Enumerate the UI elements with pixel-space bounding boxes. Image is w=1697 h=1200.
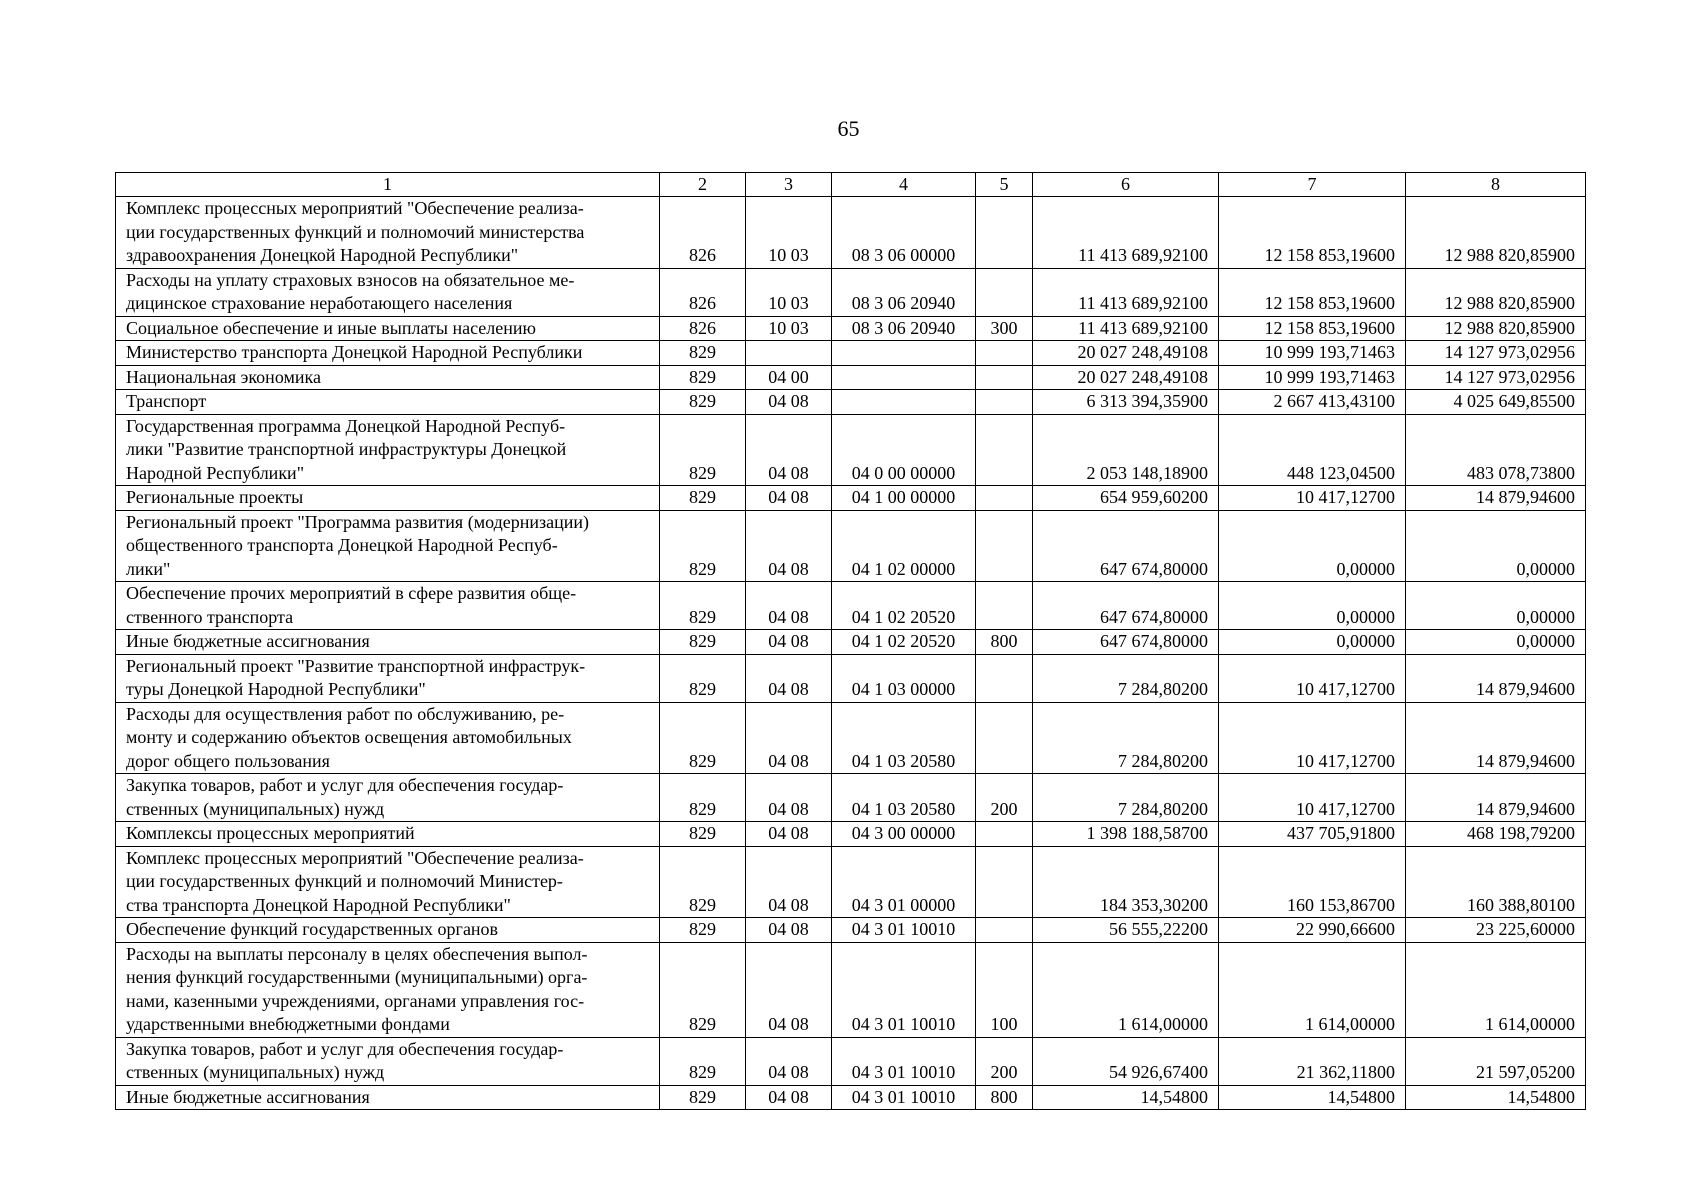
expense-type-cell — [976, 702, 1033, 774]
table-row — [116, 942, 1586, 1037]
section-cell: 04 08 — [746, 1037, 832, 1085]
row-name-line: Социальное обеспечение и иные выплаты населению — [126, 317, 536, 338]
row-name-line: лики" — [126, 558, 171, 579]
target-article-cell: 04 3 01 10010 — [832, 942, 976, 1037]
target-article-cell: 04 3 01 10010 — [832, 1037, 976, 1085]
row-name-line: ции государственных функций и полномочий Министер- — [126, 871, 563, 891]
amount-cell: 483 078,73800 — [1406, 414, 1586, 486]
amount-cell: 54 926,67400 — [1033, 1037, 1219, 1085]
section-cell: 04 08 — [746, 942, 832, 1037]
amount-cell: 10 417,12700 — [1219, 702, 1406, 774]
row-name-cell — [116, 414, 660, 486]
amount-cell: 14,54800 — [1219, 1085, 1406, 1110]
table-row — [116, 1037, 1586, 1085]
amount-cell: 14,54800 — [1406, 1085, 1586, 1110]
amount-cell: 647 674,80000 — [1033, 582, 1219, 630]
expense-type-cell — [976, 197, 1033, 269]
target-article-cell: 08 3 06 20940 — [832, 268, 976, 316]
amount-cell: 10 999 193,71463 — [1219, 341, 1406, 366]
section-cell: 04 08 — [746, 918, 832, 943]
row-name-line: Расходы на уплату страховых взносов на обязательное ме- — [126, 269, 575, 290]
table-row — [116, 702, 1586, 774]
expense-type-cell: 300 — [976, 316, 1033, 341]
row-name-cell — [116, 268, 660, 316]
section-cell: 04 08 — [746, 702, 832, 774]
target-article-cell: 04 1 02 20520 — [832, 630, 976, 655]
row-name-line: Народной Республики" — [126, 462, 305, 483]
target-article-cell: 04 3 01 00000 — [832, 846, 976, 918]
row-name-line: Комплекс процессных мероприятий "Обеспечение реализа- — [126, 198, 584, 218]
amount-cell: 12 988 820,85900 — [1406, 268, 1586, 316]
column-header: 3 — [746, 173, 832, 197]
amount-cell: 12 988 820,85900 — [1406, 316, 1586, 341]
section-cell: 04 08 — [746, 1085, 832, 1110]
row-name-cell — [116, 774, 660, 822]
table-row — [116, 918, 1586, 943]
table-row — [116, 414, 1586, 486]
amount-cell: 12 158 853,19600 — [1219, 268, 1406, 316]
expense-type-cell — [976, 341, 1033, 366]
table-row — [116, 390, 1586, 415]
target-article-cell: 04 3 01 10010 — [832, 1085, 976, 1110]
expense-type-cell — [976, 846, 1033, 918]
target-article-cell: 04 1 02 00000 — [832, 510, 976, 582]
target-article-cell: 04 1 02 20520 — [832, 582, 976, 630]
target-article-cell: 04 3 01 10010 — [832, 918, 976, 943]
row-name-line: дицинское страхование неработающего населения — [126, 293, 513, 313]
section-cell: 10 03 — [746, 197, 832, 269]
amount-cell: 12 988 820,85900 — [1406, 197, 1586, 269]
row-name-line: Региональные проекты — [126, 487, 304, 507]
table-row — [116, 341, 1586, 366]
row-name-line: лики "Развитие транспортной инфраструктуры Донецкой — [126, 439, 567, 459]
section-cell: 04 08 — [746, 510, 832, 582]
column-header: 7 — [1219, 173, 1406, 197]
expense-type-cell — [976, 414, 1033, 486]
code-cell: 829 — [660, 774, 746, 822]
row-name-line: монту и содержанию объектов освещения автомобильных — [126, 727, 572, 747]
expense-type-cell: 200 — [976, 1037, 1033, 1085]
table-row — [116, 365, 1586, 390]
expense-type-cell — [976, 486, 1033, 511]
amount-cell: 14 879,94600 — [1406, 654, 1586, 702]
amount-cell: 184 353,30200 — [1033, 846, 1219, 918]
code-cell: 829 — [660, 1037, 746, 1085]
code-cell: 829 — [660, 918, 746, 943]
amount-cell: 23 225,60000 — [1406, 918, 1586, 943]
table-row — [116, 654, 1586, 702]
target-article-cell: 04 1 03 00000 — [832, 654, 976, 702]
section-cell: 04 08 — [746, 486, 832, 511]
table-row — [116, 582, 1586, 630]
amount-cell: 2 667 413,43100 — [1219, 390, 1406, 415]
target-article-cell: 04 1 03 20580 — [832, 774, 976, 822]
row-name-line: Комплексы процессных мероприятий — [126, 823, 415, 843]
expense-type-cell — [976, 654, 1033, 702]
amount-cell: 4 025 649,85500 — [1406, 390, 1586, 415]
row-name-line: Государственная программа Донецкой Народной Респуб- — [126, 415, 566, 436]
row-name-cell — [116, 582, 660, 630]
amount-cell: 14 879,94600 — [1406, 486, 1586, 511]
amount-cell: 10 999 193,71463 — [1219, 365, 1406, 390]
expense-type-cell: 100 — [976, 942, 1033, 1037]
column-header: 2 — [660, 173, 746, 197]
target-article-cell: 08 3 06 00000 — [832, 197, 976, 269]
row-name-line: ударственными внебюджетными фондами — [126, 1014, 450, 1034]
code-cell: 829 — [660, 630, 746, 655]
row-name-line: туры Донецкой Народной Республики" — [126, 679, 426, 699]
code-cell: 829 — [660, 414, 746, 486]
row-name-line: Региональный проект "Программа развития (модернизации) — [126, 511, 589, 532]
row-name-line: Министерство транспорта Донецкой Народной Республики — [126, 342, 583, 362]
table-row — [116, 486, 1586, 511]
table-row — [116, 510, 1586, 582]
amount-cell: 10 417,12700 — [1219, 654, 1406, 702]
table-row — [116, 846, 1586, 918]
code-cell: 829 — [660, 654, 746, 702]
amount-cell: 20 027 248,49108 — [1033, 341, 1219, 366]
amount-cell: 11 413 689,92100 — [1033, 268, 1219, 316]
row-name-line: здравоохранения Донецкой Народной Республики" — [126, 245, 519, 265]
row-name-line: Транспорт — [126, 391, 207, 411]
row-name-line: ственного транспорта — [126, 606, 294, 627]
amount-cell: 7 284,80200 — [1033, 654, 1219, 702]
code-cell: 829 — [660, 846, 746, 918]
row-name-line: Национальная экономика — [126, 366, 321, 387]
amount-cell: 647 674,80000 — [1033, 510, 1219, 582]
amount-cell: 160 153,86700 — [1219, 846, 1406, 918]
amount-cell: 448 123,04500 — [1219, 414, 1406, 486]
row-name-cell — [116, 390, 660, 415]
row-name-line: нами, казенными учреждениями, органами управления гос- — [126, 990, 585, 1011]
amount-cell: 1 614,00000 — [1033, 942, 1219, 1037]
section-cell: 04 08 — [746, 390, 832, 415]
row-name-cell — [116, 341, 660, 366]
section-cell: 04 08 — [746, 582, 832, 630]
amount-cell: 10 417,12700 — [1219, 486, 1406, 511]
code-cell: 829 — [660, 582, 746, 630]
expense-type-cell — [976, 390, 1033, 415]
target-article-cell: 04 0 00 00000 — [832, 414, 976, 486]
section-cell: 04 08 — [746, 654, 832, 702]
table-row — [116, 1085, 1586, 1110]
table-row — [116, 774, 1586, 822]
header-row — [116, 173, 1586, 197]
target-article-cell — [832, 365, 976, 390]
section-cell: 04 08 — [746, 822, 832, 847]
amount-cell: 7 284,80200 — [1033, 702, 1219, 774]
code-cell: 829 — [660, 510, 746, 582]
amount-cell: 56 555,22200 — [1033, 918, 1219, 943]
row-name-line: ственных (муниципальных) нужд — [126, 798, 385, 819]
row-name-cell — [116, 918, 660, 943]
row-name-line: Иные бюджетные ассигнования — [126, 631, 370, 651]
table-row — [116, 268, 1586, 316]
row-name-cell — [116, 630, 660, 655]
code-cell: 829 — [660, 365, 746, 390]
code-cell: 829 — [660, 341, 746, 366]
amount-cell: 14,54800 — [1033, 1085, 1219, 1110]
amount-cell: 10 417,12700 — [1219, 774, 1406, 822]
amount-cell: 0,00000 — [1219, 630, 1406, 655]
section-cell: 04 08 — [746, 846, 832, 918]
table-body — [116, 197, 1586, 1110]
row-name-cell — [116, 702, 660, 774]
column-header: 1 — [116, 173, 660, 197]
code-cell: 826 — [660, 316, 746, 341]
row-name-line: Закупка товаров, работ и услуг для обеспечения государ- — [126, 1038, 564, 1059]
section-cell: 04 08 — [746, 414, 832, 486]
amount-cell: 14 879,94600 — [1406, 774, 1586, 822]
amount-cell: 14 127 973,02956 — [1406, 365, 1586, 390]
page-number: 65 — [837, 116, 860, 141]
expense-type-cell: 800 — [976, 630, 1033, 655]
row-name-line: Обеспечение функций государственных органов — [126, 919, 499, 939]
amount-cell: 2 053 148,18900 — [1033, 414, 1219, 486]
code-cell: 829 — [660, 486, 746, 511]
target-article-cell: 04 3 00 00000 — [832, 822, 976, 847]
amount-cell: 12 158 853,19600 — [1219, 316, 1406, 341]
amount-cell: 437 705,91800 — [1219, 822, 1406, 847]
row-name-line: Региональный проект "Развитие транспортной инфраструк- — [126, 655, 586, 676]
budget-table — [115, 172, 1586, 1110]
row-name-line: ства транспорта Донецкой Народной Республики" — [126, 894, 511, 915]
expense-type-cell: 800 — [976, 1085, 1033, 1110]
row-name-cell — [116, 1085, 660, 1110]
amount-cell: 1 398 188,58700 — [1033, 822, 1219, 847]
row-name-cell — [116, 486, 660, 511]
expense-type-cell — [976, 365, 1033, 390]
amount-cell: 1 614,00000 — [1219, 942, 1406, 1037]
amount-cell: 0,00000 — [1219, 510, 1406, 582]
expense-type-cell — [976, 582, 1033, 630]
amount-cell: 654 959,60200 — [1033, 486, 1219, 511]
target-article-cell: 08 3 06 20940 — [832, 316, 976, 341]
row-name-line: Расходы на выплаты персоналу в целях обеспечения выпол- — [126, 943, 588, 964]
amount-cell: 22 990,66600 — [1219, 918, 1406, 943]
row-name-line: ственных (муниципальных) нужд — [126, 1062, 385, 1082]
amount-cell: 6 313 394,35900 — [1033, 390, 1219, 415]
expense-type-cell — [976, 918, 1033, 943]
target-article-cell — [832, 341, 976, 366]
row-name-cell — [116, 654, 660, 702]
amount-cell: 647 674,80000 — [1033, 630, 1219, 655]
expense-type-cell: 200 — [976, 774, 1033, 822]
section-cell: 04 08 — [746, 630, 832, 655]
target-article-cell: 04 1 00 00000 — [832, 486, 976, 511]
section-cell — [746, 341, 832, 366]
amount-cell: 14 127 973,02956 — [1406, 341, 1586, 366]
row-name-line: Закупка товаров, работ и услуг для обеспечения государ- — [126, 775, 564, 795]
row-name-cell — [116, 942, 660, 1037]
table-row — [116, 316, 1586, 341]
table-row — [116, 197, 1586, 269]
row-name-line: Расходы для осуществления работ по обслуживанию, ре- — [126, 703, 565, 724]
target-article-cell — [832, 390, 976, 415]
row-name-line: ции государственных функций и полномочий министерства — [126, 221, 585, 242]
section-cell: 10 03 — [746, 268, 832, 316]
code-cell: 829 — [660, 1085, 746, 1110]
section-cell: 04 08 — [746, 774, 832, 822]
amount-cell: 1 614,00000 — [1406, 942, 1586, 1037]
amount-cell: 11 413 689,92100 — [1033, 197, 1219, 269]
amount-cell: 12 158 853,19600 — [1219, 197, 1406, 269]
code-cell: 829 — [660, 822, 746, 847]
row-name-line: дорог общего пользования — [126, 750, 330, 771]
row-name-cell — [116, 846, 660, 918]
table-row — [116, 630, 1586, 655]
target-article-cell: 04 1 03 20580 — [832, 702, 976, 774]
row-name-cell — [116, 316, 660, 341]
amount-cell: 0,00000 — [1406, 510, 1586, 582]
code-cell: 826 — [660, 197, 746, 269]
code-cell: 829 — [660, 942, 746, 1037]
code-cell: 826 — [660, 268, 746, 316]
amount-cell: 0,00000 — [1406, 630, 1586, 655]
row-name-line: Иные бюджетные ассигнования — [126, 1086, 370, 1107]
amount-cell: 7 284,80200 — [1033, 774, 1219, 822]
amount-cell: 468 198,79200 — [1406, 822, 1586, 847]
row-name-cell — [116, 510, 660, 582]
row-name-cell — [116, 1037, 660, 1085]
amount-cell: 14 879,94600 — [1406, 702, 1586, 774]
amount-cell: 11 413 689,92100 — [1033, 316, 1219, 341]
code-cell: 829 — [660, 390, 746, 415]
amount-cell: 21 597,05200 — [1406, 1037, 1586, 1085]
row-name-line: Обеспечение прочих мероприятий в сфере развития обще- — [126, 583, 577, 603]
amount-cell: 20 027 248,49108 — [1033, 365, 1219, 390]
row-name-line: общественного транспорта Донецкой Народной Респуб- — [126, 535, 558, 555]
row-name-cell — [116, 822, 660, 847]
row-name-line: нения функций государственными (муниципальными) орга- — [126, 967, 588, 987]
column-header: 4 — [832, 173, 976, 197]
column-header: 5 — [976, 173, 1033, 197]
section-cell: 10 03 — [746, 316, 832, 341]
amount-cell: 21 362,11800 — [1219, 1037, 1406, 1085]
row-name-cell — [116, 365, 660, 390]
expense-type-cell — [976, 268, 1033, 316]
code-cell: 829 — [660, 702, 746, 774]
column-header: 8 — [1406, 173, 1586, 197]
row-name-line: Комплекс процессных мероприятий "Обеспечение реализа- — [126, 847, 584, 868]
amount-cell: 0,00000 — [1406, 582, 1586, 630]
table-row — [116, 822, 1586, 847]
section-cell: 04 00 — [746, 365, 832, 390]
amount-cell: 160 388,80100 — [1406, 846, 1586, 918]
column-header: 6 — [1033, 173, 1219, 197]
expense-type-cell — [976, 510, 1033, 582]
expense-type-cell — [976, 822, 1033, 847]
row-name-cell — [116, 197, 660, 269]
amount-cell: 0,00000 — [1219, 582, 1406, 630]
